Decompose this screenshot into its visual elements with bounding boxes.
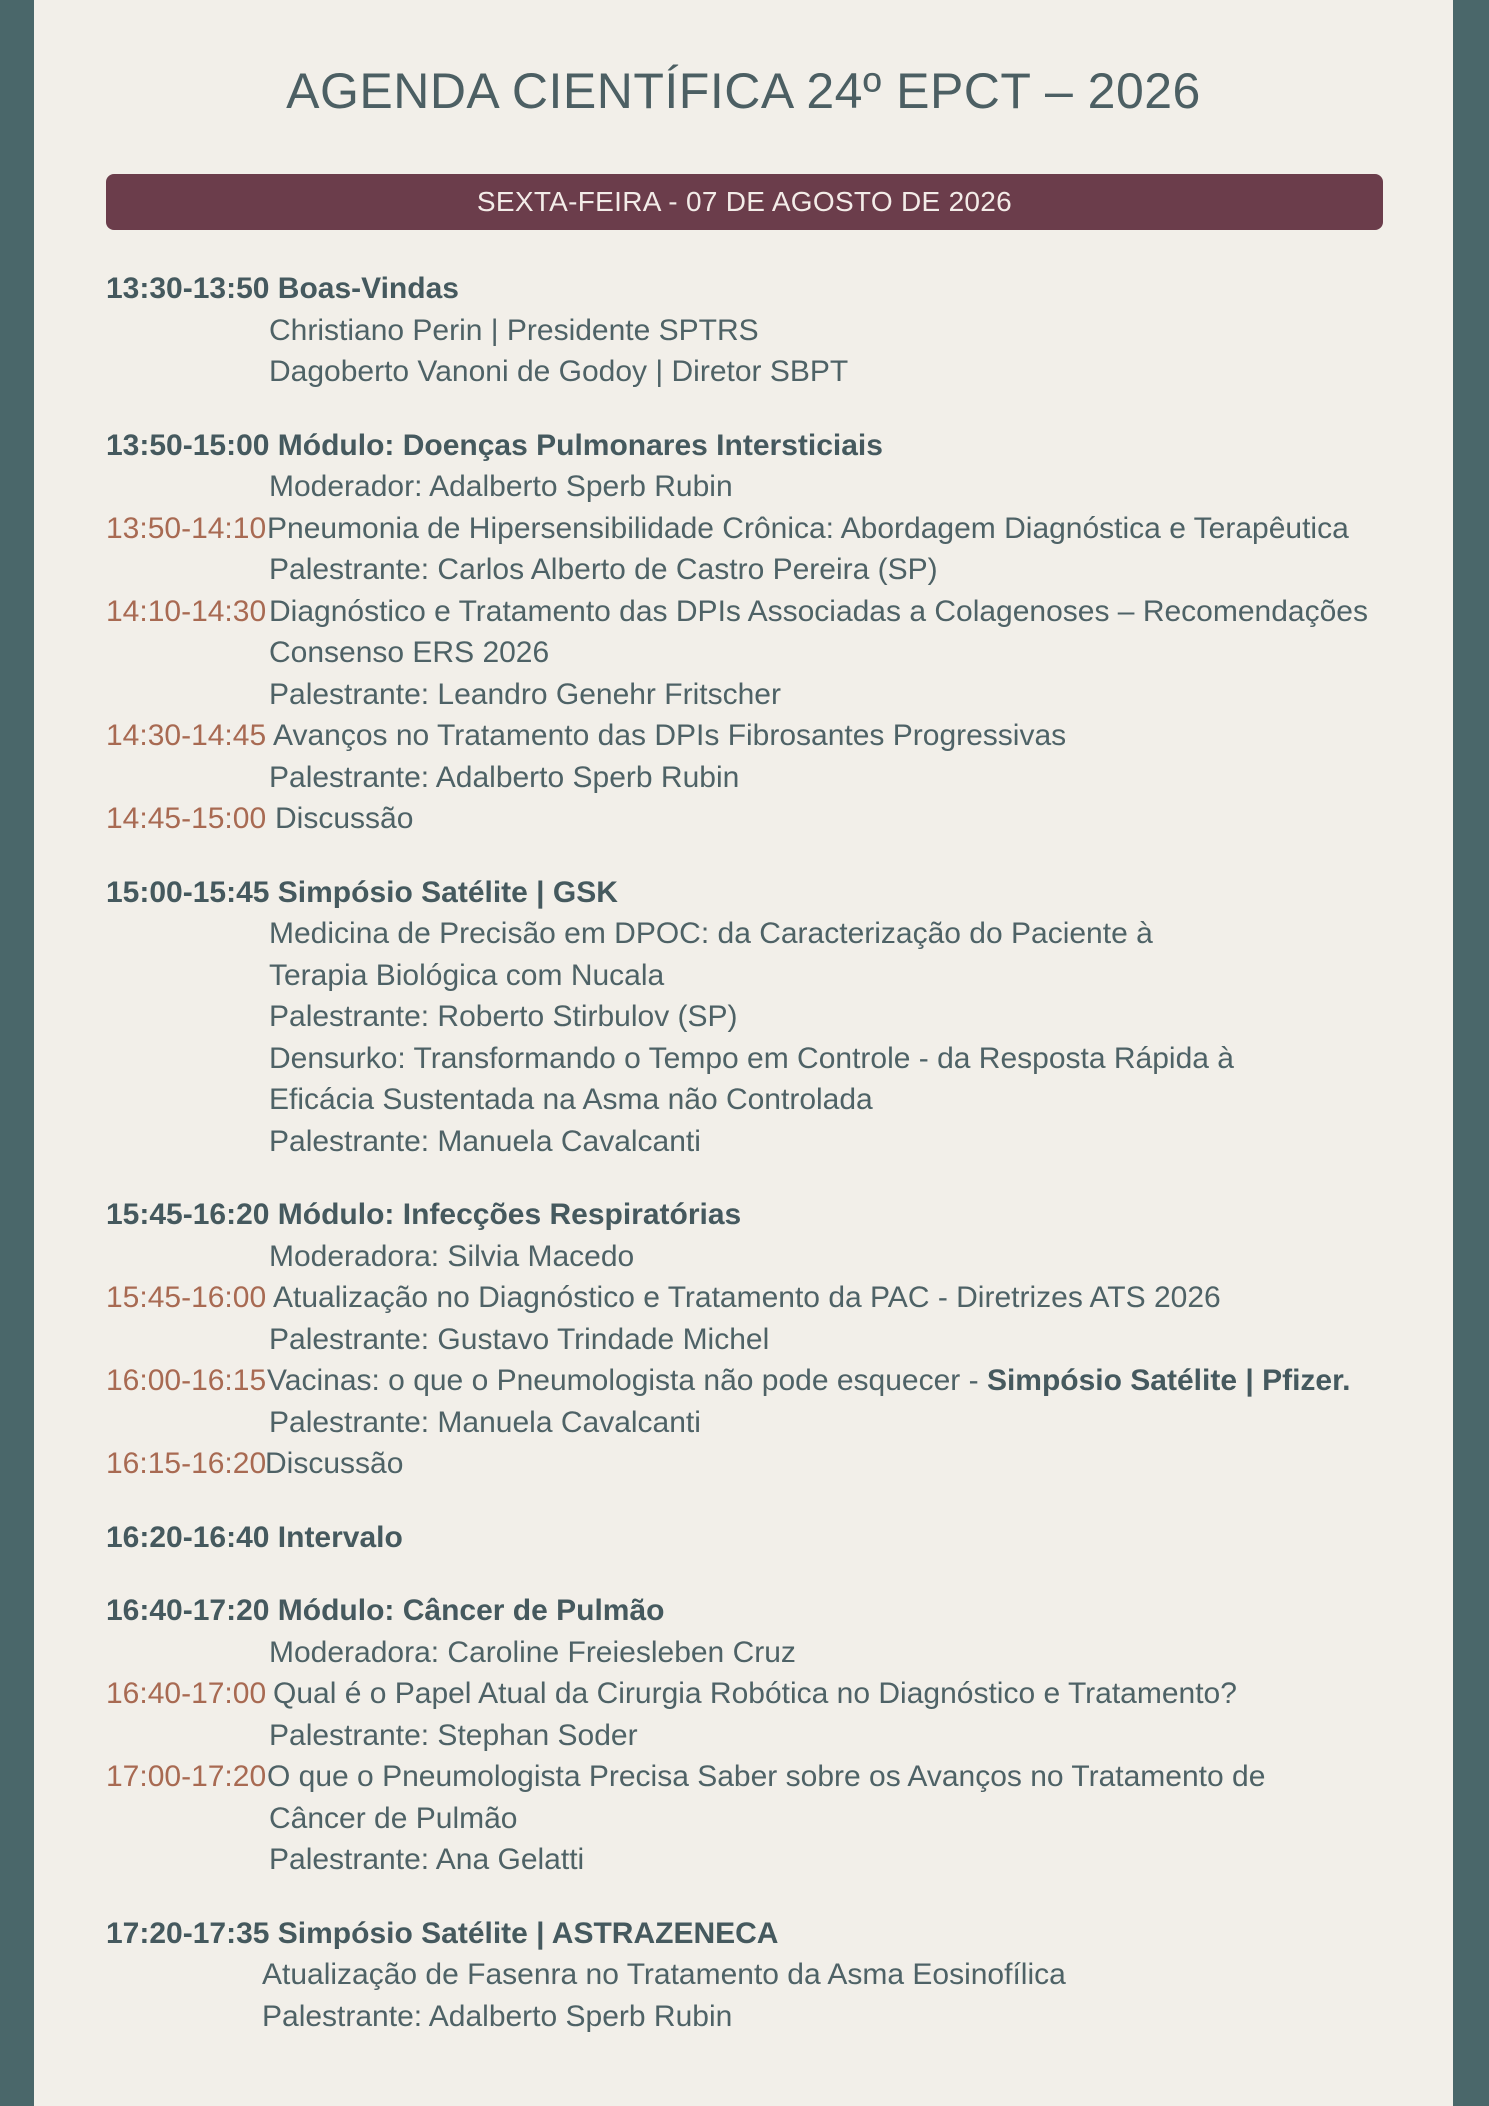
agenda-page bbox=[34, 0, 1453, 2106]
session-title: Vacinas: o que o Pneumologista não pode esquecer - bbox=[267, 1364, 987, 1397]
page-title: AGENDA CIENTÍFICA 24º EPCT – 2026 bbox=[286, 63, 1201, 119]
session-title: Atualização de Fasenra no Tratamento da Asma Eosinofílica bbox=[262, 1958, 1066, 1991]
session-title-cont: Consenso ERS 2026 bbox=[269, 636, 550, 669]
session-time: 14:10-14:30 bbox=[106, 594, 267, 628]
session-time: 17:00-17:20 bbox=[106, 1760, 267, 1793]
agenda-block-break bbox=[106, 1517, 1406, 1559]
block-heading: 16:40-17:20 Módulo: Câncer de Pulmão bbox=[106, 1594, 665, 1627]
session-title-cont: Câncer de Pulmão bbox=[269, 1801, 518, 1835]
speaker-line: Palestrante: Gustavo Trindade Michel bbox=[269, 1322, 770, 1356]
agenda-block-lung-cancer bbox=[106, 1590, 1406, 1881]
session-time: 13:50-14:10 bbox=[106, 511, 267, 545]
speaker-line: Palestrante: Adalberto Sperb Rubin bbox=[269, 760, 740, 794]
session-title: Medicina de Precisão em DPOC: da Caracterização do Paciente à bbox=[269, 917, 1153, 950]
session-title: Discussão bbox=[275, 802, 414, 835]
agenda-block-astrazeneca bbox=[106, 1913, 1406, 2038]
agenda-list bbox=[106, 268, 1406, 2069]
speaker-line: Palestrante: Leandro Genehr Fritscher bbox=[269, 677, 781, 711]
agenda-block-welcome bbox=[106, 268, 1406, 393]
session-time: 16:40-17:00 bbox=[106, 1677, 267, 1710]
moderator-line: Moderadora: Silvia Macedo bbox=[269, 1239, 635, 1273]
session-time: 14:45-15:00 bbox=[106, 802, 267, 835]
moderator-line: Moderadora: Caroline Freiesleben Cruz bbox=[269, 1635, 796, 1669]
session-time: 15:45-16:00 bbox=[106, 1281, 267, 1314]
session-title: Pneumonia de Hipersensibilidade Crônica: Abordagem Diagnóstica e Terapêutica bbox=[267, 511, 1349, 545]
speaker-line: Dagoberto Vanoni de Godoy | Diretor SBPT bbox=[269, 355, 849, 388]
block-heading: 13:30-13:50 Boas-Vindas bbox=[106, 272, 459, 305]
block-heading: 15:00-15:45 Simpósio Satélite | GSK bbox=[106, 875, 618, 909]
session-title-cont: Eficácia Sustentada na Asma não Controlada bbox=[269, 1083, 873, 1116]
session-title: Discussão bbox=[265, 1447, 404, 1480]
speaker-line: Palestrante: Manuela Cavalcanti bbox=[269, 1405, 701, 1439]
session-time: 14:30-14:45 bbox=[106, 719, 267, 752]
session-title: Qual é o Papel Atual da Cirurgia Robótica no Diagnóstico e Tratamento? bbox=[273, 1677, 1237, 1710]
speaker-line: Palestrante: Carlos Alberto de Castro Pereira (SP) bbox=[269, 553, 938, 586]
session-title: Diagnóstico e Tratamento das DPIs Associadas a Colagenoses – Recomendações bbox=[269, 594, 1368, 628]
session-title: Avanços no Tratamento das DPIs Fibrosantes Progressivas bbox=[273, 719, 1067, 752]
block-heading: 15:45-16:20 Módulo: Infecções Respiratórias bbox=[106, 1198, 742, 1231]
speaker-line: Palestrante: Roberto Stirbulov (SP) bbox=[269, 1000, 738, 1033]
session-title-cont: Terapia Biológica com Nucala bbox=[269, 958, 665, 992]
block-heading: 17:20-17:35 Simpósio Satélite | ASTRAZENECA bbox=[106, 1916, 779, 1950]
sponsor-label: Simpósio Satélite | Pfizer. bbox=[986, 1364, 1351, 1397]
speaker-line: Palestrante: Ana Gelatti bbox=[269, 1843, 585, 1876]
agenda-block-gsk bbox=[106, 872, 1406, 1163]
session-title: Densurko: Transformando o Tempo em Controle - da Resposta Rápida à bbox=[269, 1041, 1234, 1075]
block-heading: 13:50-15:00 Módulo: Doenças Pulmonares Intersticiais bbox=[106, 428, 883, 462]
session-title: O que o Pneumologista Precisa Saber sobre os Avanços no Tratamento de bbox=[267, 1760, 1266, 1793]
block-heading: 16:20-16:40 Intervalo bbox=[106, 1520, 403, 1554]
moderator-line: Moderador: Adalberto Sperb Rubin bbox=[269, 470, 733, 503]
session-time: 16:00-16:15 bbox=[106, 1364, 267, 1397]
session-time: 16:15-16:20 bbox=[106, 1447, 267, 1480]
agenda-block-infections bbox=[106, 1194, 1406, 1485]
agenda-block-interstitial bbox=[106, 425, 1406, 840]
speaker-line: Palestrante: Manuela Cavalcanti bbox=[269, 1124, 701, 1158]
speaker-line: Palestrante: Adalberto Sperb Rubin bbox=[262, 1999, 733, 2033]
day-banner: SEXTA-FEIRA - 07 DE AGOSTO DE 2026 bbox=[106, 174, 1383, 230]
session-title: Atualização no Diagnóstico e Tratamento da PAC - Diretrizes ATS 2026 bbox=[273, 1281, 1221, 1314]
speaker-line: Christiano Perin | Presidente SPTRS bbox=[269, 313, 759, 347]
speaker-line: Palestrante: Stephan Soder bbox=[269, 1718, 638, 1752]
